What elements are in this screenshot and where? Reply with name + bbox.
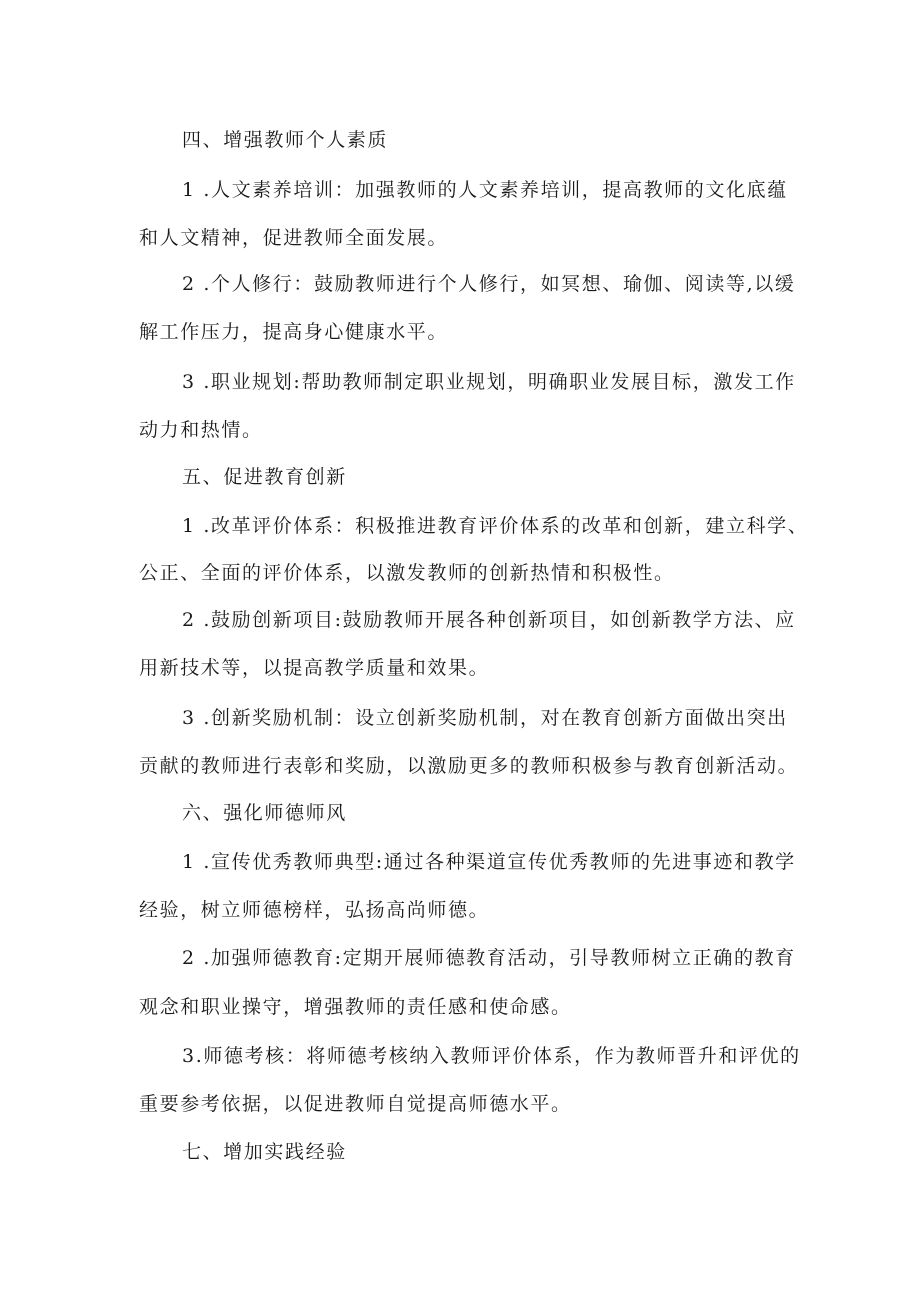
paragraph-line: 解工作压力，提高身心健康水平。 xyxy=(139,321,449,343)
paragraph-line: 观念和职业操守，增强教师的责任感和使命感。 xyxy=(139,996,572,1018)
section-heading: 五、促进教育创新 xyxy=(182,466,347,488)
paragraph-line: 1 .宣传优秀教师典型:通过各种渠道宣传优秀教师的先进事迹和教学 xyxy=(182,851,796,873)
paragraph-line: 1 .改革评价体系：积极推进教育评价体系的改革和创新，建立科学、 xyxy=(182,515,809,537)
section-heading: 四、增强教师个人素质 xyxy=(182,129,389,151)
paragraph-line: 用新技术等，以提高教学质量和效果。 xyxy=(139,657,490,679)
paragraph-line: 公正、全面的评价体系，以激发教师的创新热情和积极性。 xyxy=(139,562,675,584)
paragraph-line: 经验，树立师德榜样，弘扬高尚师德。 xyxy=(139,899,490,921)
paragraph-line: 3 .职业规划:帮助教师制定职业规划，明确职业发展目标，激发工作 xyxy=(182,371,796,393)
paragraph-line: 2 .鼓励创新项目:鼓励教师开展各种创新项目，如创新教学方法、应 xyxy=(182,609,796,631)
paragraph-line: 1 .人文素养培训：加强教师的人文素养培训，提高教师的文化底蕴 xyxy=(182,179,788,201)
paragraph-line: 动力和热情。 xyxy=(139,419,263,441)
paragraph-line: 2 .加强师德教育:定期开展师德教育活动，引导教师树立正确的教育 xyxy=(182,947,796,969)
section-heading: 六、强化师德师风 xyxy=(182,802,347,824)
paragraph-line: 和人文精神，促进教师全面发展。 xyxy=(139,227,449,249)
paragraph-line: 3 .创新奖励机制：设立创新奖励机制，对在教育创新方面做出突出 xyxy=(182,707,788,729)
paragraph-line: 3.师德考核：将师德考核纳入教师评价体系，作为教师晋升和评优的 xyxy=(182,1045,801,1067)
paragraph-line: 2 .个人修行：鼓励教师进行个人修行，如冥想、瑜伽、阅读等,以缓 xyxy=(182,273,796,295)
paragraph-line: 重要参考依据，以促进教师自觉提高师德水平。 xyxy=(139,1093,572,1115)
paragraph-line: 贡献的教师进行表彰和奖励，以激励更多的教师积极参与教育创新活动。 xyxy=(139,755,799,777)
section-heading: 七、增加实践经验 xyxy=(182,1141,347,1163)
